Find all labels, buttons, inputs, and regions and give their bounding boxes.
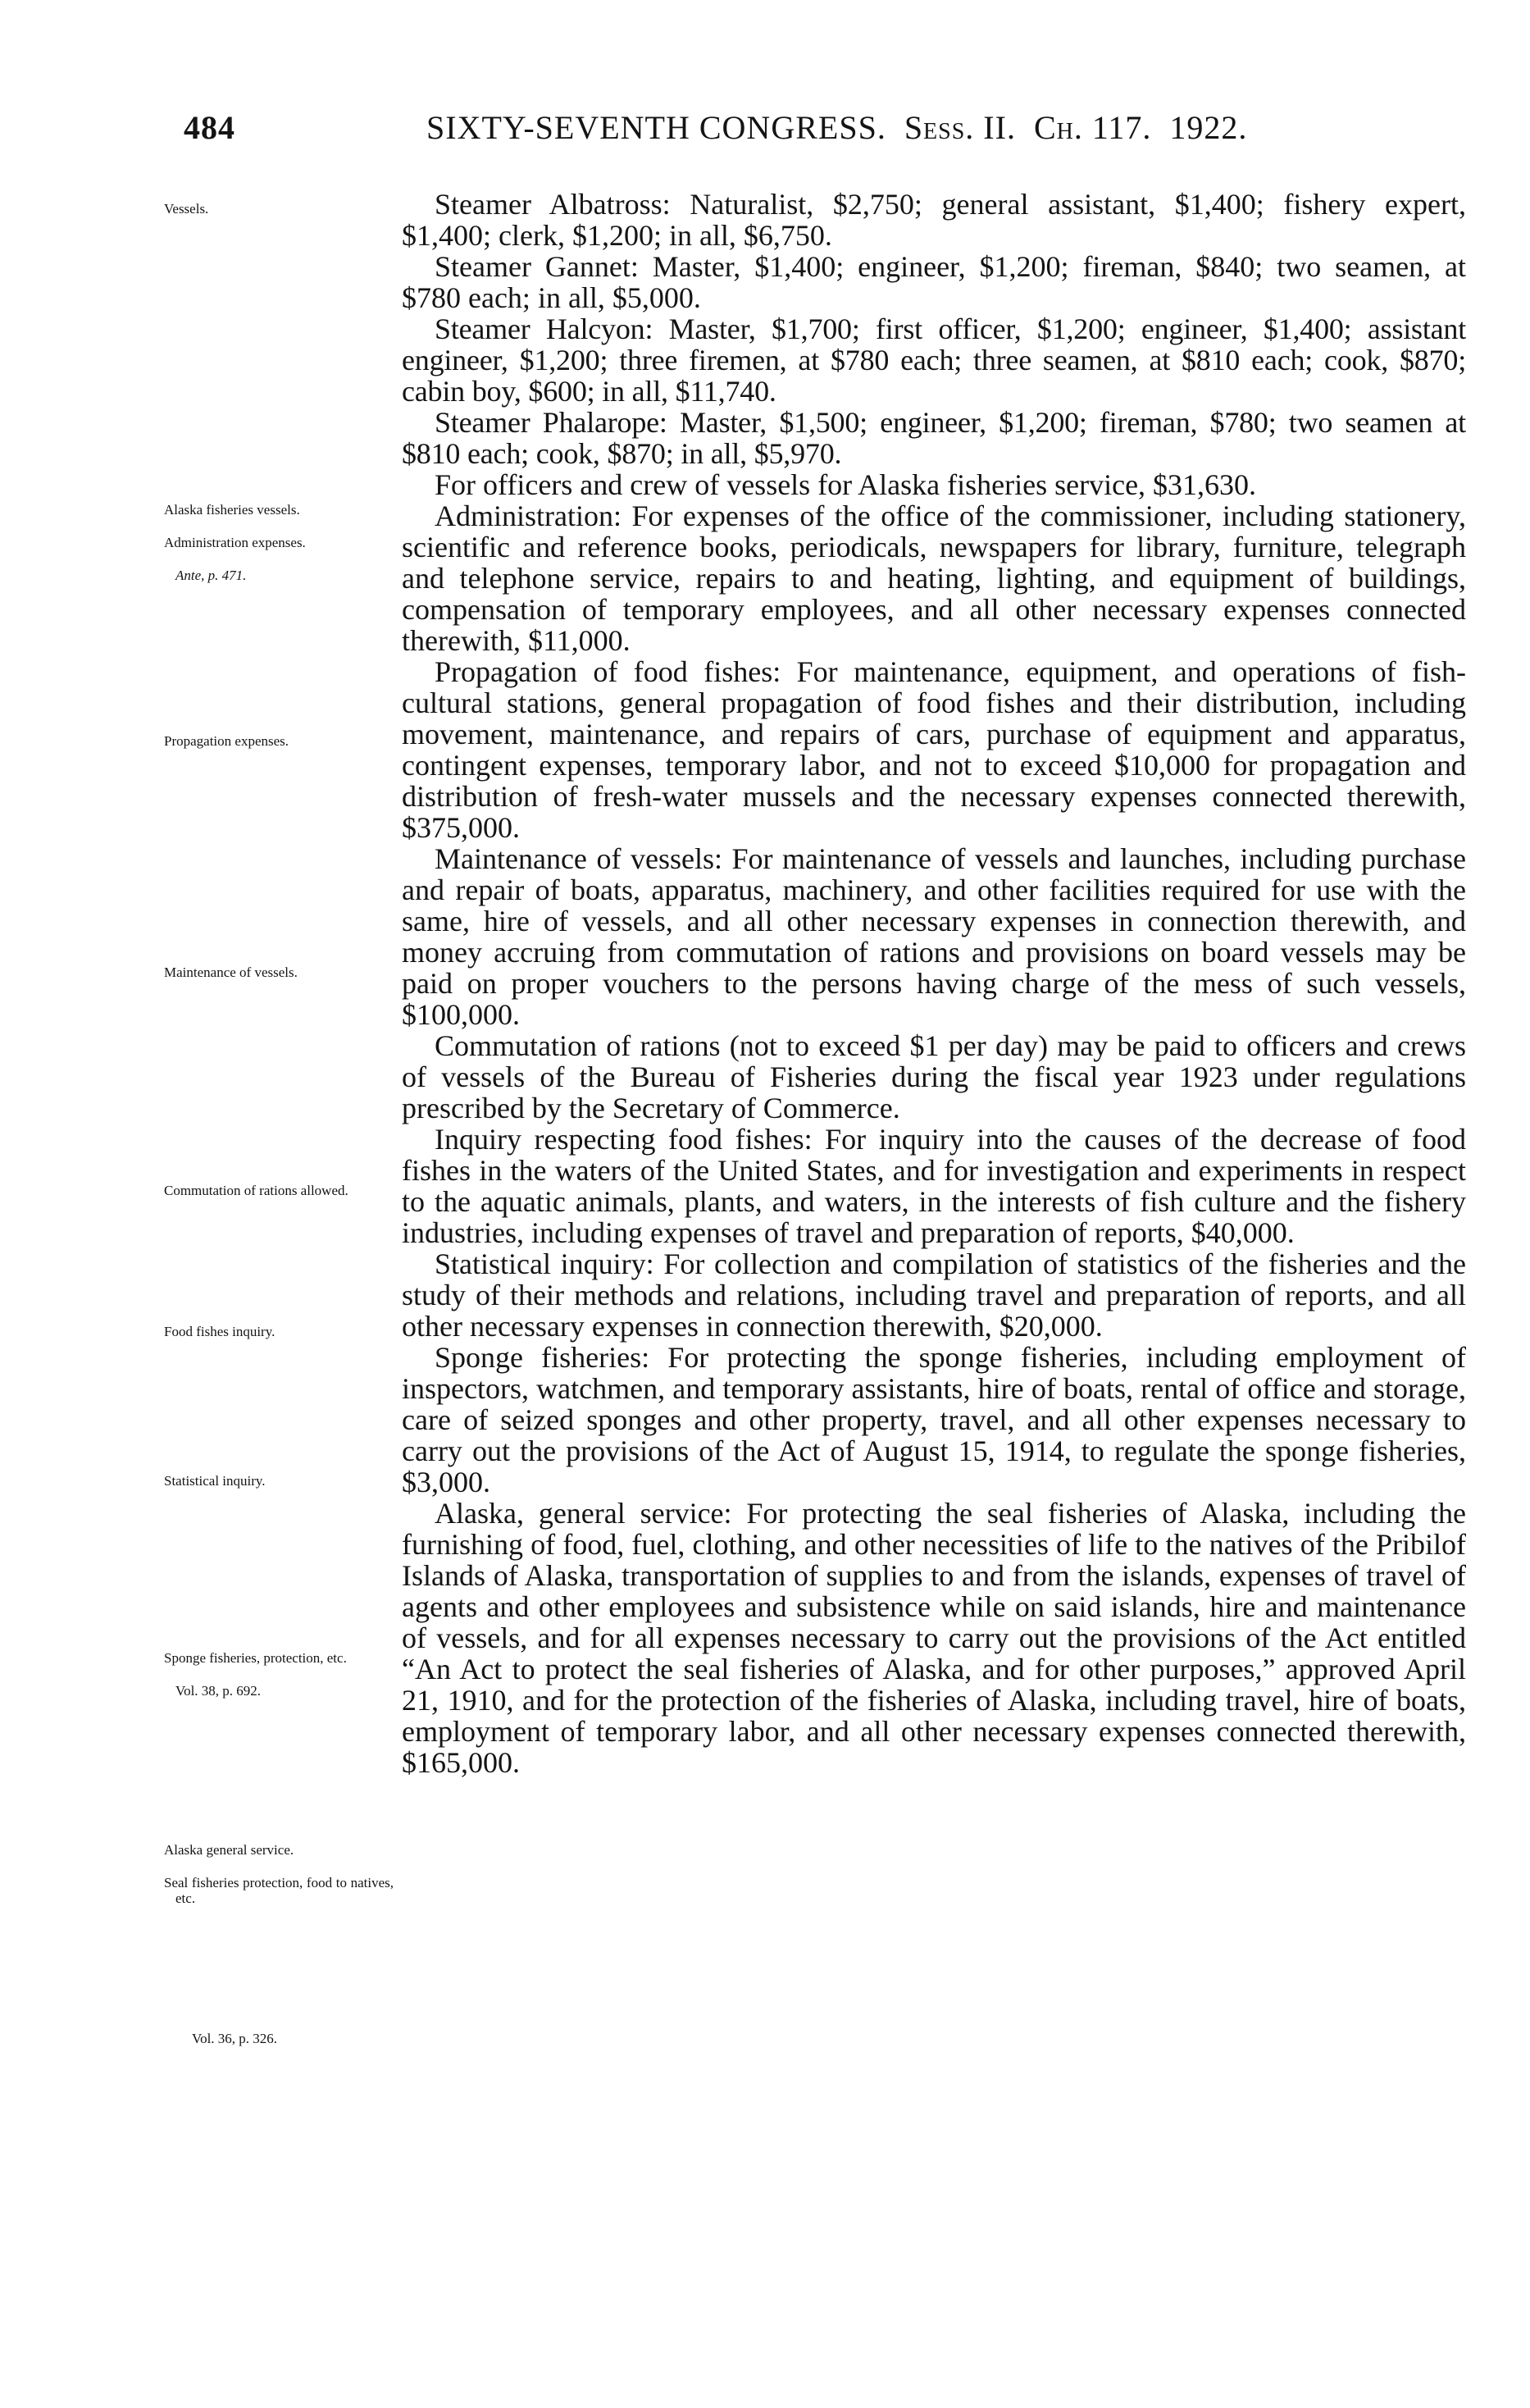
paragraph-statistical: Statistical inquiry: For collection and compilation of statistics of the fisheries and the study of their methods and relations, including travel and preparation of reports, and all other necessary expenses in connection therewith, $20,000. bbox=[402, 1247, 1466, 1343]
paragraph-alaska-general: Alaska, general service: For protecting the seal fisheries of Alaska, including the furnishing of food, fuel, clothing, and other necessities of life to the natives of the Pribilof Islands of Alaska, transportation of supplies to and from the islands, expenses of travel of agents and other employees and subsistence while on said islands, hire and maintenance of vessels, and for all expenses necessary to carry out the provisions of the Act entitled “An Act to protect the seal fisheries of Alaska, and for other purposes,” approved April 21, 1910, and for the protection of the fisheries of Alaska, including travel, hire of boats, employment of temporary labor, and all other necessary expenses connected therewith, $165,000. bbox=[402, 1497, 1466, 1779]
margin-note-statistical-inquiry: Statistical inquiry. bbox=[164, 1473, 266, 1489]
paragraph-phalarope: Steamer Phalarope: Master, $1,500; engineer, $1,200; fireman, $780; two seamen at $810 each; cook, $870; in all, $5,970. bbox=[402, 406, 1466, 470]
margin-note-vessels: Vessels. bbox=[164, 201, 209, 217]
paragraph-halcyon: Steamer Halcyon: Master, $1,700; first officer, $1,200; engineer, $1,400; assistant engineer, $1,200; three firemen, at $780 each; three seamen, at $810 each; cook, $870; cabin boy, $600; in all, $11,740. bbox=[402, 312, 1466, 408]
margin-ref-seal: Vol. 36, p. 326. bbox=[192, 2031, 278, 2046]
congress-title: SIXTY-SEVENTH CONGRESS. bbox=[426, 109, 886, 146]
paragraph-propagation: Propagation of food fishes: For maintenance, equipment, and operations of fish-cultural stations, general propagation of food fishes and their distribution, including movement, maintenance, and repairs of cars, purchase of equipment and apparatus, contingent expenses, temporary labor, and not to exceed $10,000 for propagation and distribution of fresh-water mussels and the necessary expenses connected therewith, $375,000. bbox=[402, 655, 1466, 844]
paragraph-sponge: Sponge fisheries: For protecting the sponge fisheries, including employment of inspectors, watchmen, and temporary assistants, hire of boats, rental of office and storage, care of seized sponges and other property, travel, and all other expenses necessary to carry out the provisions of the Act of August 15, 1914, to regulate the sponge fisheries, $3,000. bbox=[402, 1341, 1466, 1498]
margin-note-maintenance-vessels: Maintenance of vessels. bbox=[164, 965, 298, 980]
chapter-label: Ch. 117. bbox=[1033, 109, 1152, 146]
margin-note-alaska-fisheries-vessels: Alaska fisheries vessels. bbox=[164, 502, 300, 518]
paragraph-gannet: Steamer Gannet: Master, $1,400; engineer, $1,200; fireman, $840; two seamen, at $780 each; in all, $5,000. bbox=[402, 250, 1466, 314]
paragraph-inquiry: Inquiry respecting food fishes: For inquiry into the causes of the decrease of food fishes in the waters of the United States, and for investigation and experiments in respect to the aquatic animals, plants, and waters, in the interests of fish culture and the fishery industries, including expenses of travel and preparation of reports, $40,000. bbox=[402, 1123, 1466, 1249]
paragraph-alaska-vessels: For officers and crew of vessels for Alaska fisheries service, $31,630. bbox=[435, 468, 1257, 501]
paragraph-administration: Administration: For expenses of the office of the commissioner, including stationery, scientific and reference books, periodicals, newspapers for library, furniture, telegraph and telephone service, repairs to and heating, lighting, and equipment of buildings, compensation of temporary employees, and all other necessary expenses connected therewith, $11,000. bbox=[402, 499, 1466, 657]
margin-note-food-fishes-inquiry: Food fishes inquiry. bbox=[164, 1324, 275, 1339]
margin-note-commutation-rations: Commutation of rations allowed. bbox=[164, 1183, 348, 1198]
paragraph-albatross: Steamer Albatross: Naturalist, $2,750; general assistant, $1,400; fishery expert, $1,400; clerk, $1,200; in all, $6,750. bbox=[402, 188, 1466, 252]
margin-note-alaska-general-service: Alaska general service. bbox=[164, 1842, 294, 1858]
margin-note-seal-fisheries: Seal fisheries protection, food to natives, etc. bbox=[164, 1875, 394, 1906]
paragraph-maintenance: Maintenance of vessels: For maintenance of vessels and launches, including purchase and repair of boats, apparatus, machinery, and other facilities required for use with the same, hire of vessels, and all other necessary expenses in connection therewith, and money accruing from commutation of rations and provisions on board vessels may be paid on proper vouchers to the persons having charge of the mess of such vessels, $100,000. bbox=[402, 842, 1466, 1031]
year-label: 1922. bbox=[1169, 109, 1248, 146]
margin-ref-sponge: Vol. 38, p. 692. bbox=[175, 1683, 262, 1699]
running-head bbox=[426, 108, 1247, 147]
page-number: 484 bbox=[184, 109, 235, 146]
margin-note-propagation-expenses: Propagation expenses. bbox=[164, 733, 289, 749]
margin-note-sponge-fisheries: Sponge fisheries, protection, etc. bbox=[164, 1650, 347, 1666]
paragraph-commutation: Commutation of rations (not to exceed $1 per day) may be paid to officers and crews of vessels of the Bureau of Fisheries during the fiscal year 1923 under regulations prescribed by the Secretary of Commerce. bbox=[402, 1029, 1466, 1124]
margin-ref-administration: Ante, p. 471. bbox=[175, 568, 247, 583]
page-header bbox=[0, 108, 1530, 157]
margin-note-administration-expenses: Administration expenses. bbox=[164, 535, 306, 550]
body-text bbox=[402, 189, 1466, 1778]
session-label: Sess. II. bbox=[904, 109, 1016, 146]
